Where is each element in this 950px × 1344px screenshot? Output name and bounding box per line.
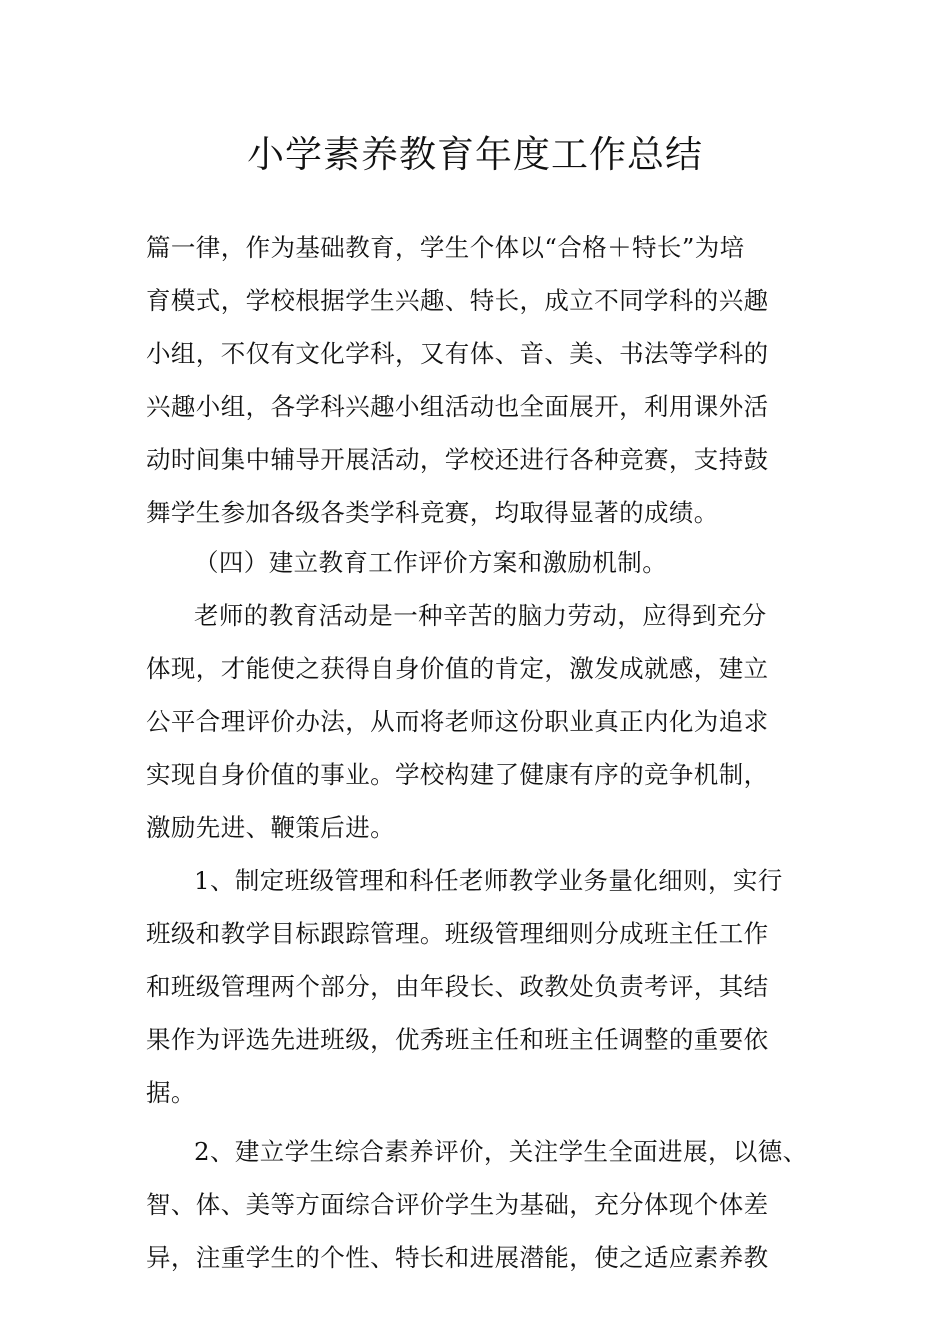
body-line: 班级和教学目标跟踪管理。班级管理细则分成班主任工作 [146,919,769,948]
body-line: 小组，不仅有文化学科，又有体、音、美、书法等学科的 [146,339,769,368]
body-line: 体现，才能使之获得自身价值的肯定，激发成就感，建立 [146,654,769,683]
body-line: 果作为评选先进班级，优秀班主任和班主任调整的重要依 [146,1025,769,1054]
body-line: 据。 [146,1078,196,1107]
document-title: 小学素养教育年度工作总结 [247,133,703,176]
body-line: 舞学生参加各级各类学科竞赛，均取得显著的成绩。 [146,498,719,527]
body-line: 篇一律，作为基础教育，学生个体以“合格＋特长”为培 [146,233,745,262]
section-heading: （四）建立教育工作评价方案和激励机制。 [194,548,668,577]
body-line: 激励先进、鞭策后进。 [146,813,395,842]
body-line: 实现自身价值的事业。学校构建了健康有序的竞争机制， [146,760,769,789]
body-line: 公平合理评价办法，从而将老师这份职业真正内化为追求 [146,707,769,736]
body-line: 和班级管理两个部分，由年段长、政教处负责考评，其结 [146,972,769,1001]
body-line: 动时间集中辅导开展活动，学校还进行各种竞赛，支持鼓 [146,445,769,474]
body-line: 2、建立学生综合素养评价，关注学生全面进展，以德、 [194,1137,808,1166]
body-line: 智、体、美等方面综合评价学生为基础，充分体现个体差 [146,1190,769,1219]
body-line: 异，注重学生的个性、特长和进展潜能，使之适应素养教 [146,1243,769,1272]
body-line: 老师的教育活动是一种辛苦的脑力劳动，应得到充分 [194,601,767,630]
body-line: 兴趣小组，各学科兴趣小组活动也全面展开，利用课外活 [146,392,769,421]
body-line: 育模式，学校根据学生兴趣、特长，成立不同学科的兴趣 [146,286,769,315]
body-line: 1、制定班级管理和科任老师教学业务量化细则，实行 [194,866,783,895]
